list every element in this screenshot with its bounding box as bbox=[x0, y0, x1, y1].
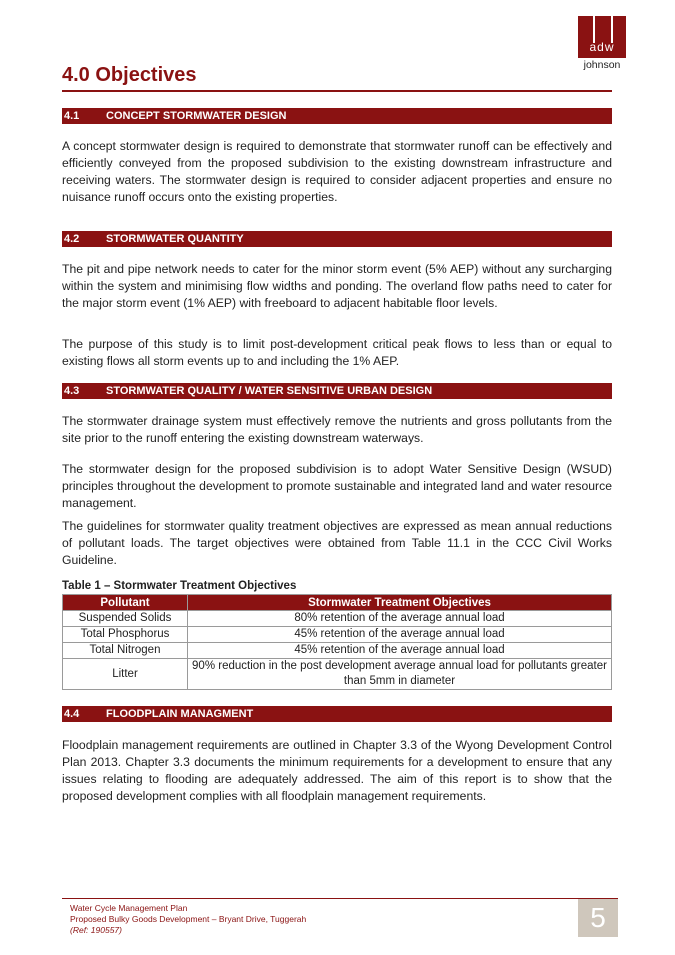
table-row bbox=[63, 659, 612, 690]
footer-project: Proposed Bulky Goods Development – Bryant Drive, Tuggerah bbox=[70, 914, 307, 924]
table-cell: 80% retention of the average annual load bbox=[188, 611, 612, 627]
paragraph: Floodplain management requirements are outlined in Chapter 3.3 of the Wyong Development Control Plan 2013. Chapter 3.3 documents the minimum requirements for a development to ensure that any issues relating to flooding are adequately addressed. The aim of this report is to show that the proposed development complies with all floodplain management requirements. bbox=[62, 738, 612, 803]
table-cell: Suspended Solids bbox=[63, 611, 188, 627]
paragraph: The stormwater design for the proposed subdivision is to adopt Water Sensitive Design (WSUD) principles throughout the development to promote sustainable and integrated land and water resource management. bbox=[62, 462, 612, 510]
section-title: CONCEPT STORMWATER DESIGN bbox=[106, 110, 287, 122]
table-row bbox=[63, 627, 612, 643]
footer-rule bbox=[62, 898, 618, 899]
company-logo bbox=[578, 16, 626, 71]
section-number: 4.1 bbox=[64, 110, 80, 122]
table-cell: Total Phosphorus bbox=[63, 627, 188, 643]
treatment-objectives-table bbox=[62, 594, 612, 690]
paragraph: The stormwater drainage system must effectively remove the nutrients and gross pollutants from the site prior to the runoff entering the existing downstream waterways. bbox=[62, 414, 612, 445]
title-underline bbox=[62, 90, 612, 92]
section-title: STORMWATER QUANTITY bbox=[106, 233, 244, 245]
section-heading-4-2 bbox=[62, 231, 612, 247]
footer-reference: (Ref: 190557) bbox=[70, 925, 122, 935]
logo-mark bbox=[578, 16, 626, 58]
paragraph: A concept stormwater design is required to demonstrate that stormwater runoff can be effectively and efficiently conveyed from the proposed subdivision to the existing downstream infrastructure and receiving waters. The stormwater design is required to consider adjacent properties and ensure no nuisance runoff occurs onto the existing properties. bbox=[62, 139, 612, 204]
section-number: 4.2 bbox=[64, 233, 80, 245]
table-cell: 45% retention of the average annual load bbox=[188, 643, 612, 659]
section-title: STORMWATER QUALITY / WATER SENSITIVE URBAN DESIGN bbox=[106, 385, 433, 397]
section-heading-4-3 bbox=[62, 383, 612, 399]
footer-doc-title: Water Cycle Management Plan bbox=[70, 903, 188, 913]
table-cell: Total Nitrogen bbox=[63, 643, 188, 659]
table-caption: Table 1 – Stormwater Treatment Objectives bbox=[62, 580, 297, 592]
section-number: 4.3 bbox=[64, 385, 80, 397]
table-header-row bbox=[63, 595, 612, 611]
logo-text-adw: adw bbox=[589, 40, 615, 54]
paragraph: The purpose of this study is to limit post-development critical peak flows to less than or equal to existing flows all storm events up to and including the 1% AEP. bbox=[62, 337, 612, 368]
section-heading-4-4 bbox=[62, 706, 612, 722]
page-title: 4.0 Objectives bbox=[62, 64, 197, 86]
page-number: 5 bbox=[578, 899, 618, 937]
column-header: Stormwater Treatment Objectives bbox=[188, 595, 612, 611]
table-row bbox=[63, 643, 612, 659]
table-cell: 45% retention of the average annual load bbox=[188, 627, 612, 643]
section-number: 4.4 bbox=[64, 708, 80, 720]
table-cell: 90% reduction in the post development average annual load for pollutants greater than 5mm in diameter bbox=[188, 659, 612, 690]
table-cell: Litter bbox=[63, 659, 188, 690]
section-heading-4-1 bbox=[62, 108, 612, 124]
footer-text bbox=[70, 903, 306, 936]
column-header: Pollutant bbox=[63, 595, 188, 611]
paragraph: The pit and pipe network needs to cater for the minor storm event (5% AEP) without any surcharging within the system and minimising flow widths and ponding. The overland flow paths need to cater for the major storm event (1% AEP) with freeboard to adjacent habitable floor levels. bbox=[62, 262, 612, 310]
section-title: FLOODPLAIN MANAGMENT bbox=[106, 708, 254, 720]
logo-text-johnson: johnson bbox=[583, 59, 621, 71]
table-row bbox=[63, 611, 612, 627]
paragraph: The guidelines for stormwater quality treatment objectives are expressed as mean annual reductions of pollutant loads. The target objectives were obtained from Table 11.1 in the CCC Civil Works Guideline. bbox=[62, 519, 612, 567]
